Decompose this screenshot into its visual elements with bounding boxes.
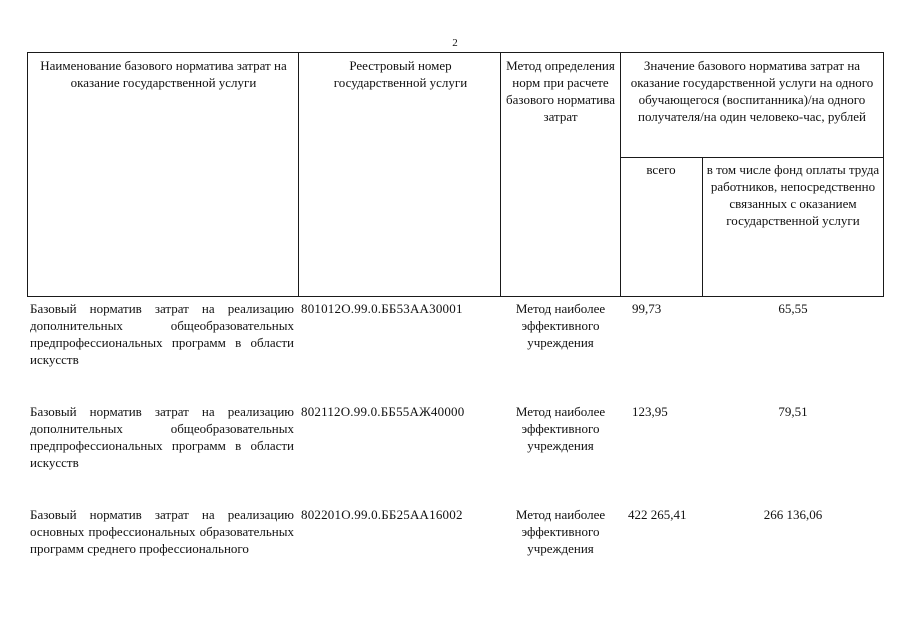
table-top-border	[27, 52, 884, 53]
row-3-method: Метод наиболее эффективного учреждения	[515, 507, 606, 556]
row-3-name: Базовый норматив затрат на реализацию основных профессиональных образовательных программ среднего профессионального	[30, 507, 294, 556]
table-left-border	[27, 52, 28, 296]
row-3-total: 422 265,41	[628, 507, 687, 522]
row-3-registry: 802201О.99.0.ББ25АА16002	[301, 507, 463, 522]
row-3-payroll: 266 136,06	[763, 507, 823, 522]
column-divider-3	[620, 52, 621, 296]
row-1-total: 99,73	[632, 301, 662, 316]
row-1-registry: 801012О.99.0.ББ53АА30001	[301, 301, 463, 316]
header-method: Метод определения норм при расчете базового норматива затрат	[506, 58, 615, 124]
row-2-payroll: 79,51	[778, 404, 808, 419]
column-divider-1	[298, 52, 299, 296]
table-right-border	[883, 52, 884, 296]
column-divider-4	[702, 157, 703, 296]
column-divider-2	[500, 52, 501, 296]
header-registry: Реестровый номер государственной услуги	[333, 58, 468, 90]
row-1-method: Метод наиболее эффективного учреждения	[515, 301, 606, 350]
value-subheader-divider	[620, 157, 884, 158]
row-2-total: 123,95	[632, 404, 668, 419]
header-total: всего	[646, 162, 676, 177]
row-2-registry: 802112О.99.0.ББ55АЖ40000	[301, 404, 465, 419]
row-1-name: Базовый норматив затрат на реализацию дополнительных общеобразовательных предпрофессиональных программ в области искусств	[30, 301, 294, 367]
row-2-method: Метод наиболее эффективного учреждения	[515, 404, 606, 453]
row-1-payroll: 65,55	[778, 301, 808, 316]
header-name: Наименование базового норматива затрат на оказание государственной услуги	[40, 58, 287, 90]
header-bottom-border	[27, 296, 884, 297]
header-value: Значение базового норматива затрат на оказание государственной услуги на одного обучающегося (воспитанника)/на одного получателя/на один человеко-час, рублей	[630, 58, 874, 124]
row-2-name: Базовый норматив затрат на реализацию дополнительных общеобразовательных предпрофессиональных программ в области искусств	[30, 404, 294, 470]
header-payroll: в том числе фонд оплаты труда работников, непосредственно связанных с оказанием государственной услуги	[706, 162, 880, 228]
page-number: 2	[452, 37, 458, 49]
